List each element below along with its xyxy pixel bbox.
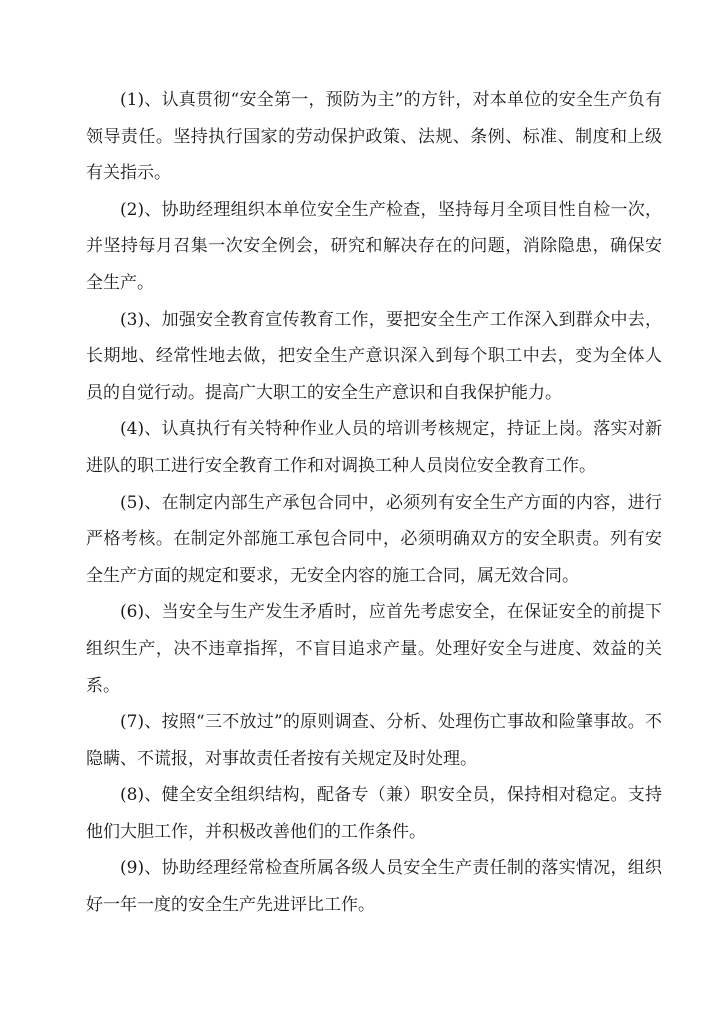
paragraph-4: (4)、认真执行有关特种作业人员的培训考核规定，持证上岗。落实对新进队的职工进行安全教育工作和对调换工种人员岗位安全教育工作。: [86, 419, 662, 476]
paragraph-8: (8)、健全安全组织结构，配备专（兼）职安全员，保持相对稳定。支持他们大胆工作，并积极改善他们的工作条件。: [86, 785, 662, 842]
paragraph-6: (6)、当安全与生产发生矛盾时，应首先考虑安全，在保证安全的前提下组织生产，决不违章指挥，不盲目追求产量。处理好安全与进度、效益的关系。: [86, 602, 662, 696]
paragraph-5: (5)、在制定内部生产承包合同中，必须列有安全生产方面的内容，进行严格考核。在制定外部施工承包合同中，必须明确双方的安全职责。列有安全生产方面的规定和要求，无安全内容的施工合同，属无效合同。: [86, 492, 662, 586]
document-body: [86, 82, 662, 924]
paragraph-7: (7)、按照“三不放过”的原则调查、分析、处理伤亡事故和险肇事故。不隐瞒、不谎报，对事故责任者按有关规定及时处理。: [86, 712, 662, 769]
paragraph-2: (2)、协助经理组织本单位安全生产检查，坚持每月全项目性自检一次，并坚持每月召集一次安全例会，研究和解决存在的问题，消除隐患，确保安全生产。: [86, 199, 662, 293]
paragraph-9: (9)、协助经理经常检查所属各级人员安全生产责任制的落实情况，组织好一年一度的安全生产先进评比工作。: [86, 858, 662, 916]
paragraph-3: (3)、加强安全教育宣传教育工作，要把安全生产工作深入到群众中去，长期地、经常性地去做，把安全生产意识深入到每个职工中去，变为全体人员的自觉行动。提高广大职工的安全生产意识和自我保护能力。: [86, 309, 662, 403]
paragraph-1: (1)、认真贯彻“安全第一，预防为主”的方针，对本单位的安全生产负有领导责任。坚持执行国家的劳动保护政策、法规、条例、标准、制度和上级有关指示。: [86, 90, 662, 184]
